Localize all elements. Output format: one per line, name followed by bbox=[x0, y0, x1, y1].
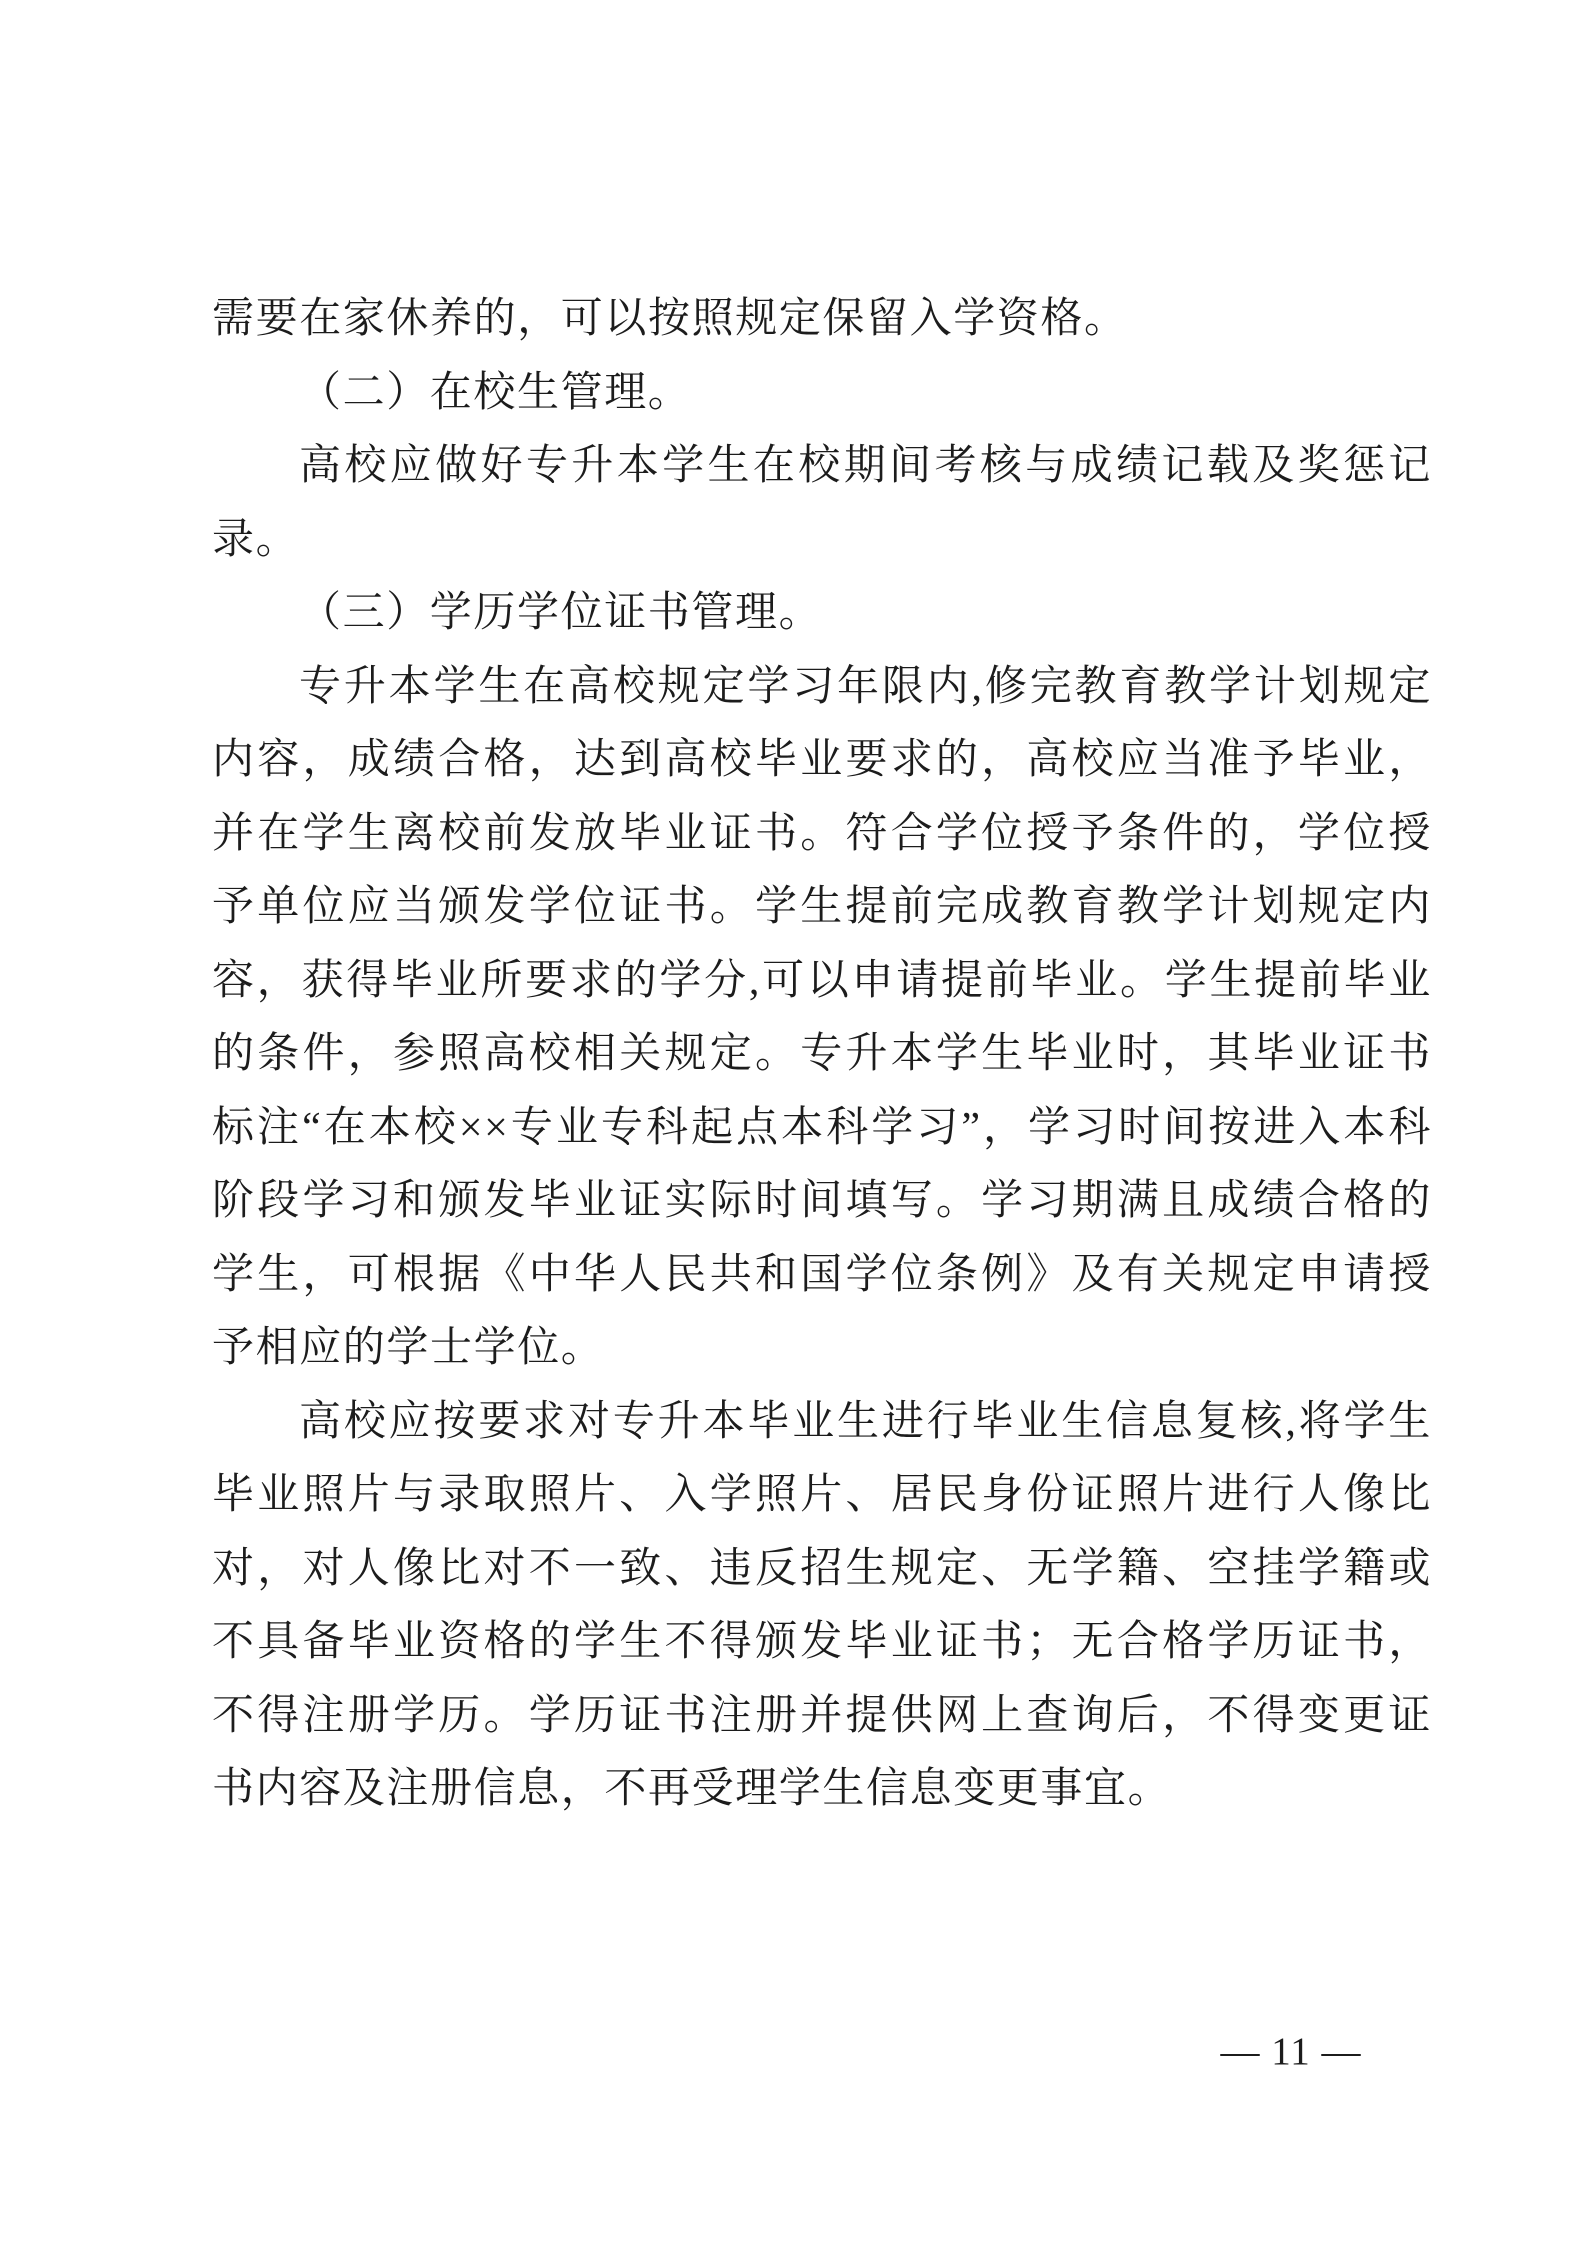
paragraph-heading-item-2: （二）在校生管理。 bbox=[299, 369, 692, 416]
paragraph-continuation: 需要在家休养的，可以按照规定保留入学资格。 bbox=[212, 296, 1128, 342]
paragraph-body: 高校应做好专升本学生在校期间考核与成绩记载及奖惩记录。 bbox=[212, 443, 1432, 563]
page-number: — 11 — bbox=[1220, 2030, 1362, 2073]
document-body bbox=[212, 283, 1432, 1827]
paragraph-body: 专升本学生在高校规定学习年限内,修完教育教学计划规定内容，成绩合格，达到高校毕业要求的，高校应当准予毕业，并在学生离校前发放毕业证书。符合学位授予条件的，学位授予单位应当颁发学位证书。学生提前完成教育教学计划规定内容，获得毕业所要求的学分,可以申请提前毕业。学生提前毕业的条件，参照高校相关规定。专升本学生毕业时，其毕业证书标注“在本校××专业专科起点本科学习”，学习时间按进入本科阶段学习和颁发毕业证实际时间填写。学习期满且成绩合格的学生，可根据《中华人民共和国学位条例》及有关规定申请授予相应的学士学位。 bbox=[212, 663, 1432, 1371]
paragraph-body: 高校应按要求对专升本毕业生进行毕业生信息复核,将学生毕业照片与录取照片、入学照片、居民身份证照片进行人像比对，对人像比对不一致、违反招生规定、无学籍、空挂学籍或不具备毕业资格的学生不得颁发毕业证书；无合格学历证书，不得注册学历。学历证书注册并提供网上查询后，不得变更证书内容及注册信息，不再受理学生信息变更事宜。 bbox=[212, 1398, 1432, 1812]
paragraph-heading-item-3: （三）学历学位证书管理。 bbox=[299, 590, 823, 636]
